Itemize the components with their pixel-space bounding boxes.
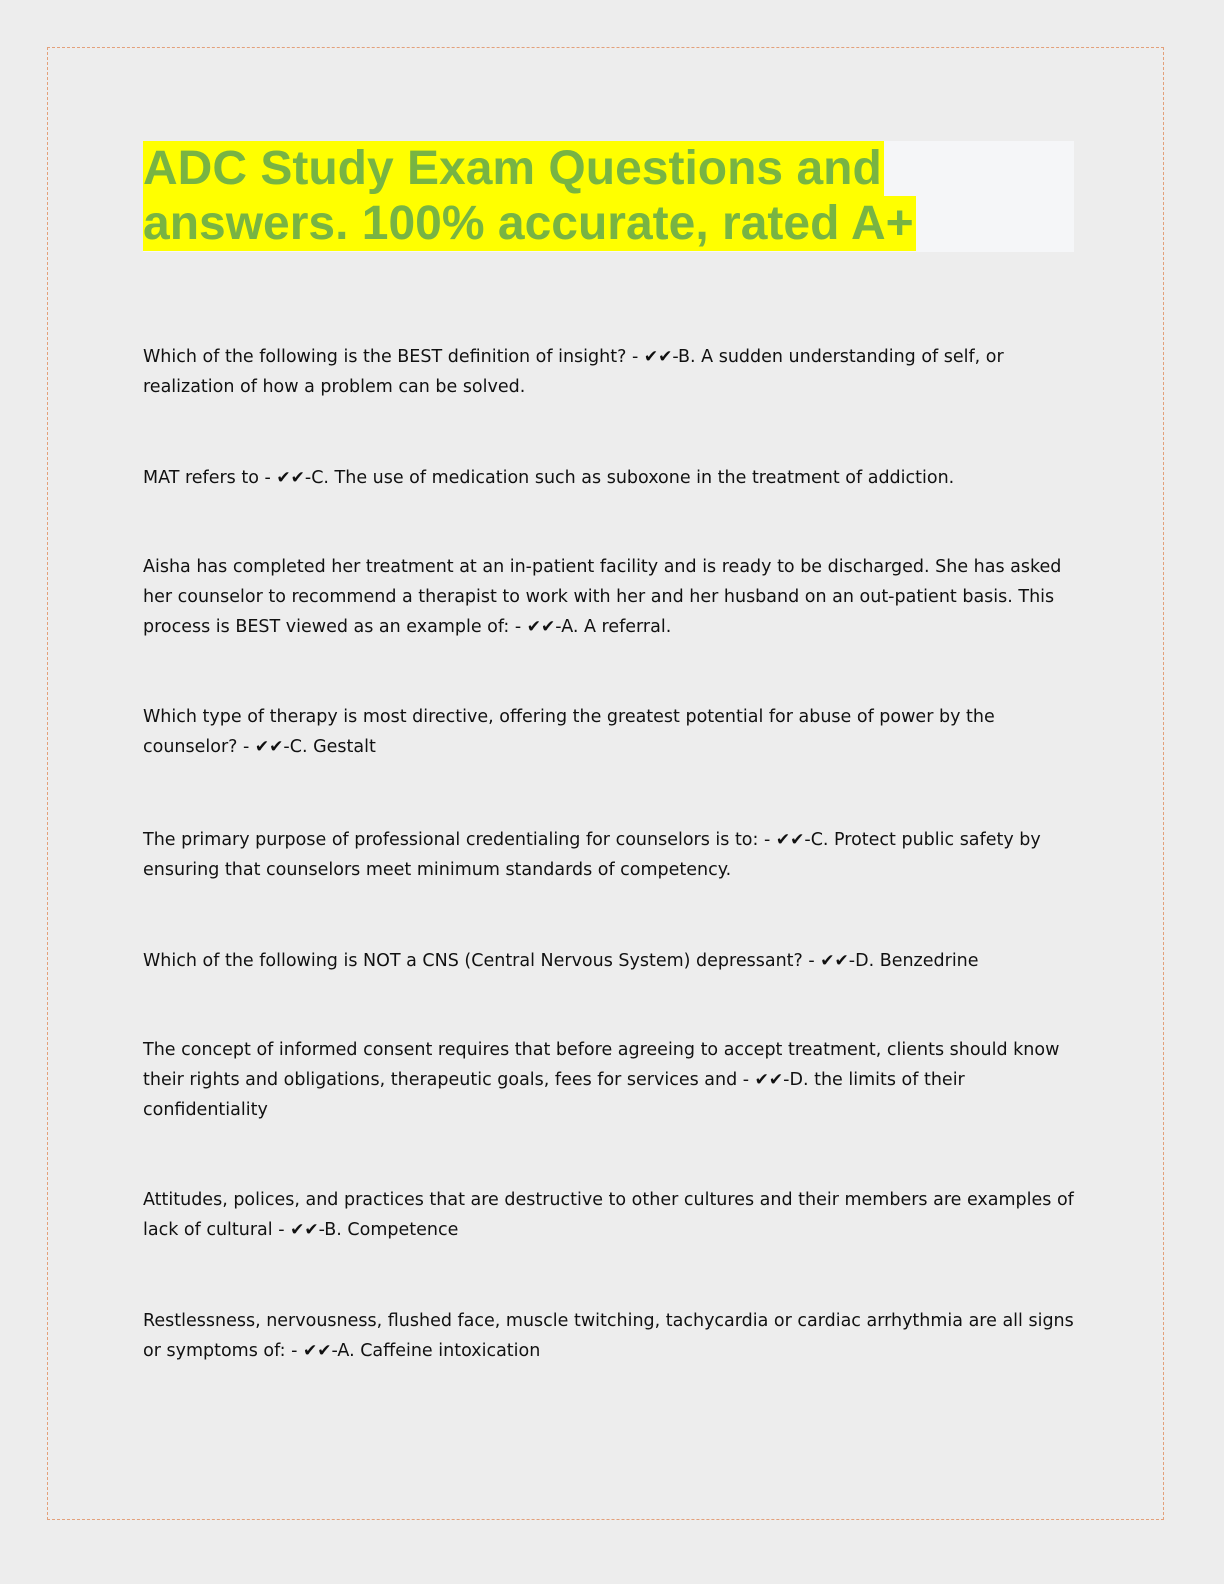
qa-item-2 <box>143 463 1078 493</box>
question-text: Which of the following is NOT a CNS (Central Nervous System) depressant? <box>143 951 803 971</box>
separator: - <box>802 951 821 971</box>
double-check-icon: ✔✔ <box>820 951 849 971</box>
qa-item-6 <box>143 946 1078 976</box>
separator: - <box>237 737 255 757</box>
document-title-line-1: ADC Study Exam Questions and <box>143 142 882 195</box>
page-border <box>47 47 1164 1520</box>
question-text: Aisha has completed her treatment at an in-patient facility and is ready to be discharged. She has asked her counselor to recommend a therapist to work with her and her husband on an out-patient basis. This process is BEST viewed as an example of: <box>143 557 1062 637</box>
double-check-icon: ✔✔ <box>775 830 805 850</box>
question-text: MAT refers to <box>143 468 259 488</box>
answer-text: -C. Protect public safety by ensuring that counselors meet minimum standards of competency. <box>143 830 1041 880</box>
qa-item-7 <box>143 1035 1078 1125</box>
document-title-line-2: answers. 100% accurate, rated A+ <box>143 197 914 250</box>
answer-text: -A. Caffeine intoxication <box>331 1341 541 1361</box>
qa-item-8 <box>143 1185 1078 1245</box>
qa-item-9 <box>143 1306 1078 1366</box>
question-text: Which type of therapy is most directive, offering the greatest potential for abuse of power by the counselor? <box>143 707 995 757</box>
double-check-icon: ✔✔ <box>643 347 673 367</box>
double-check-icon: ✔✔ <box>276 468 305 488</box>
separator: - <box>737 1070 755 1090</box>
separator: - <box>258 468 277 488</box>
question-text: Which of the following is the BEST definition of insight? <box>143 347 627 367</box>
question-text: The primary purpose of professional credentialing for counselors is to: <box>143 830 759 850</box>
double-check-icon: ✔✔ <box>254 737 284 757</box>
qa-item-3 <box>143 552 1078 642</box>
question-text: The concept of informed consent requires that before agreeing to accept treatment, clients should know their rights and obligations, therapeutic goals, fees for services and <box>143 1040 1060 1090</box>
answer-text: -A. A referral. <box>555 617 672 637</box>
answer-text: -B. Competence <box>318 1220 459 1240</box>
separator: - <box>509 617 527 637</box>
qa-item-5 <box>143 825 1078 885</box>
separator: - <box>285 1341 303 1361</box>
title-block <box>143 141 1074 252</box>
question-text: Restlessness, nervousness, flushed face, muscle twitching, tachycardia or cardiac arrhythmia are all signs or symptoms of: <box>143 1311 1074 1361</box>
double-check-icon: ✔✔ <box>526 617 556 637</box>
double-check-icon: ✔✔ <box>290 1220 319 1240</box>
separator: - <box>272 1220 291 1240</box>
qa-item-4 <box>143 702 1078 762</box>
separator: - <box>758 830 776 850</box>
separator: - <box>626 347 644 367</box>
double-check-icon: ✔✔ <box>302 1341 332 1361</box>
answer-text: -C. Gestalt <box>283 737 376 757</box>
answer-text: -B. A sudden understanding of self, or realization of how a problem can be solved. <box>143 347 1004 397</box>
answer-text: -C. The use of medication such as suboxone in the treatment of addiction. <box>304 468 955 488</box>
double-check-icon: ✔✔ <box>754 1070 784 1090</box>
answer-text: -D. Benzedrine <box>848 951 979 971</box>
question-text: Attitudes, polices, and practices that are destructive to other cultures and their members are examples of lack of cultural <box>143 1190 1074 1240</box>
qa-item-1 <box>143 342 1078 402</box>
answer-text: -D. the limits of their confidentiality <box>143 1070 965 1120</box>
